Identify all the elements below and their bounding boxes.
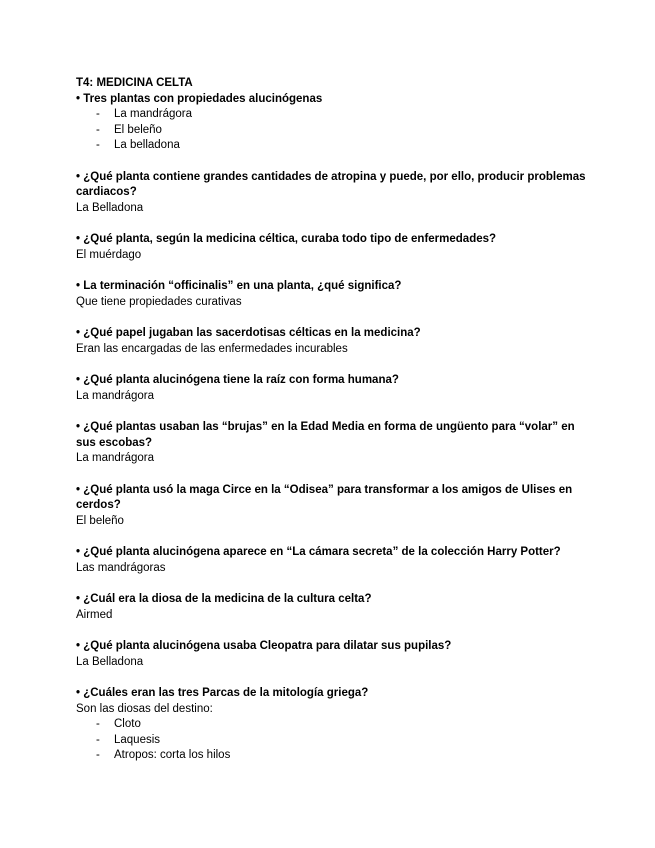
list-item [76,717,586,733]
question-text: • ¿Cuáles eran las tres Parcas de la mitología griega? [76,687,369,699]
qa-block [76,326,586,357]
answer-text: Eran las encargadas de las enfermedades incurables [76,342,348,355]
question-text: • La terminación “officinalis” en una planta, ¿qué significa? [76,280,402,292]
qa-block [76,232,586,263]
qa-block [76,639,586,670]
qa-block [76,483,586,530]
answer-text: La mandrágora [76,452,154,464]
question-text: • ¿Qué planta usó la maga Circe en la “Odisea” para transformar a los amigos de Ulises en cerdos? [76,483,573,511]
answer-text: Son las diosas del destino: [76,702,213,715]
document-page [76,76,586,780]
intro-heading: • Tres plantas con propiedades alucinógenas [76,92,323,105]
qa-block [76,592,586,623]
fates-list [76,717,586,764]
list-item [76,733,586,749]
dash-marker: - [96,123,100,136]
final-section [76,686,586,764]
list-item [76,123,586,139]
list-item [76,138,586,154]
question-text: • ¿Qué planta alucinógena usaba Cleopatra para dilatar sus pupilas? [76,640,452,652]
question-text: • ¿Cuál era la diosa de la medicina de la cultura celta? [76,593,372,605]
question-text: • ¿Qué planta, según la medicina céltica, curaba todo tipo de enfermedades? [76,233,497,245]
dash-marker: - [96,749,100,761]
list-item-text: Cloto [114,718,141,730]
answer-text: La Belladona [76,655,144,668]
intro-section [76,92,586,154]
intro-list [76,107,586,154]
answer-text: La Belladona [76,201,144,214]
document-title: T4: MEDICINA CELTA [76,77,193,89]
qa-block [76,420,586,467]
qa-block [76,373,586,404]
list-item-text: La mandrágora [114,108,192,120]
list-item-text: Atropos: corta los hilos [114,749,231,761]
dash-marker: - [96,108,100,120]
question-text: • ¿Qué papel jugaban las sacerdotisas célticas en la medicina? [76,327,421,339]
qa-block [76,170,586,217]
answer-text: El beleño [76,514,124,527]
list-item [76,107,586,123]
question-text: • ¿Qué plantas usaban las “brujas” en la Edad Media en forma de ungüento para “volar” en sus escobas? [76,421,575,449]
list-item [76,748,586,764]
dash-marker: - [96,718,100,730]
dash-marker: - [96,139,100,151]
answer-text: Las mandrágoras [76,561,166,574]
question-text: • ¿Qué planta alucinógena aparece en “La cámara secreta” de la colección Harry Potter? [76,546,561,558]
question-text: • ¿Qué planta alucinógena tiene la raíz con forma humana? [76,374,399,386]
answer-text: Airmed [76,608,113,621]
answer-text: Que tiene propiedades curativas [76,295,242,308]
dash-marker: - [96,733,100,746]
list-item-text: El beleño [114,123,162,136]
list-item-text: La belladona [114,139,180,151]
qa-block [76,279,586,310]
answer-text: El muérdago [76,248,142,261]
question-text: • ¿Qué planta contiene grandes cantidades de atropina y puede, por ello, producir problemas cardiacos? [76,170,586,198]
list-item-text: Laquesis [114,733,161,746]
answer-text: La mandrágora [76,389,154,402]
qa-block [76,545,586,576]
